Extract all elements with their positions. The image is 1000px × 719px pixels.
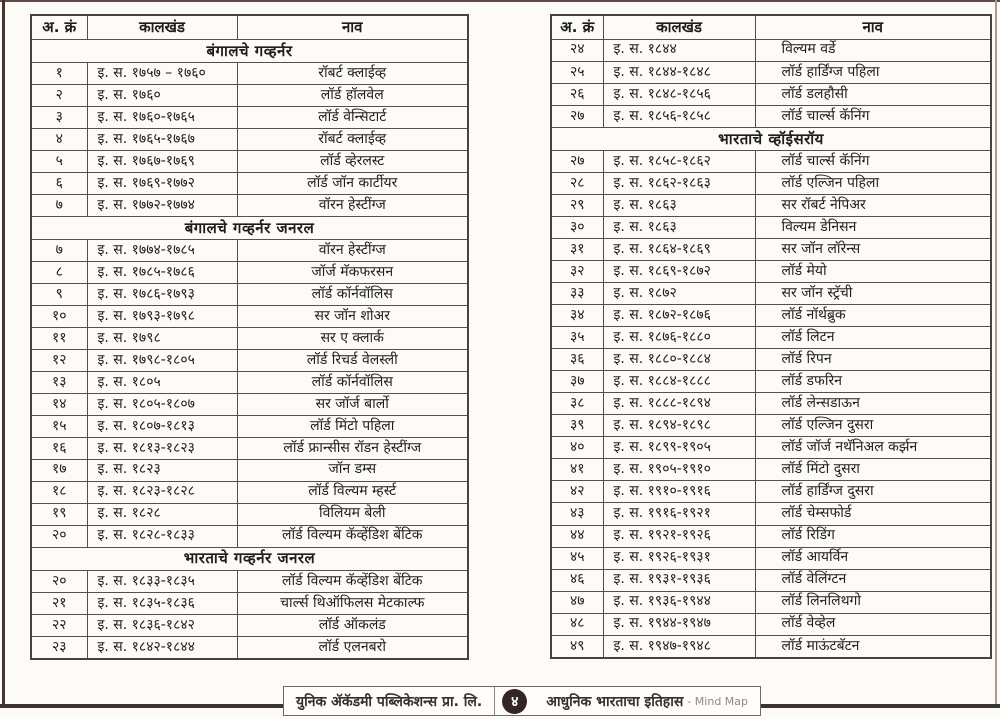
serial-cell: ४१ (551, 459, 603, 481)
period-cell: इ. स. १७८५-१७८६ (87, 262, 237, 284)
table-row (551, 591, 991, 613)
name-cell: लॉर्ड चार्ल्स कॅनिंग (755, 151, 991, 173)
period-cell: इ. स. १८४८-१८५६ (603, 83, 755, 105)
period-cell: इ. स. १७९८ (87, 327, 237, 349)
page-border-top (0, 0, 1000, 2)
name-cell: लॉर्ड हॉलवेल (237, 85, 468, 107)
period-cell: इ. स. १८२३ (87, 459, 237, 481)
name-cell: सर ए क्लार्क (237, 327, 468, 349)
serial-cell: ३० (551, 217, 603, 239)
serial-cell: ३ (31, 106, 87, 128)
serial-cell: ३४ (551, 305, 603, 327)
serial-cell: ४२ (551, 481, 603, 503)
serial-cell: ४९ (551, 635, 603, 658)
table-row (551, 613, 991, 635)
book-subtitle: - Mind Map (687, 694, 749, 708)
table-row (31, 106, 468, 128)
table-row (551, 261, 991, 283)
column-header-period: कालखंड (603, 15, 755, 39)
table-row (31, 327, 468, 349)
name-cell: लॉर्ड डफरिन (755, 371, 991, 393)
serial-cell: ४० (551, 437, 603, 459)
table-row (551, 305, 991, 327)
section-header: बंगालचे गव्हर्नर जनरल (31, 216, 468, 239)
period-cell: इ. स. १८३६-१८४२ (87, 614, 237, 636)
serial-cell: २७ (551, 151, 603, 173)
period-cell: इ. स. १९२६-१९३१ (603, 547, 755, 569)
period-cell: इ. स. १९२१-१९२६ (603, 525, 755, 547)
column-header-name: नाव (755, 15, 991, 39)
period-cell: इ. स. १७६७-१७६९ (87, 150, 237, 172)
name-cell: लॉर्ड कॉर्नवॉलिस (237, 371, 468, 393)
governors-table-right (550, 14, 992, 659)
table-row (31, 172, 468, 194)
name-cell: लॉर्ड हार्डिंग्ज दुसरा (755, 481, 991, 503)
period-cell: इ. स. १८२८-१८३३ (87, 525, 237, 547)
serial-cell: ४८ (551, 613, 603, 635)
table-row (31, 150, 468, 172)
table-row (551, 327, 991, 349)
name-cell: लॉर्ड जॉर्ज नथॅनिअल कर्झन (755, 437, 991, 459)
period-cell: इ. स. १८०५ (87, 371, 237, 393)
serial-cell: ३६ (551, 349, 603, 371)
period-cell: इ. स. १८२८ (87, 503, 237, 525)
name-cell: लॉर्ड चार्ल्स कॅनिंग (755, 105, 991, 127)
table-row (31, 128, 468, 150)
column-header-serial: अ. क्रं (551, 15, 603, 39)
serial-cell: ८ (31, 262, 87, 284)
name-cell: वॉरन हेस्टींग्ज (237, 240, 468, 262)
name-cell: लॉर्ड आयर्विन (755, 547, 991, 569)
name-cell: लॉर्ड मिंटो दुसरा (755, 459, 991, 481)
volume-badge: ४ (502, 689, 527, 714)
period-cell: इ. स. १८४४-१८४८ (603, 61, 755, 83)
name-cell: सर जॉर्ज बार्लो (237, 393, 468, 415)
period-cell: इ. स. १८८४-१८८८ (603, 371, 755, 393)
period-cell: इ. स. १७६९-१७७२ (87, 172, 237, 194)
period-cell: इ. स. १९३६-१९४४ (603, 591, 755, 613)
serial-cell: २३ (31, 636, 87, 659)
serial-cell: २ (31, 85, 87, 107)
period-cell: इ. स. १७८६-१७९३ (87, 284, 237, 306)
section-header: बंगालचे गव्हर्नर (31, 39, 468, 62)
table-row (31, 240, 468, 262)
table-row (551, 173, 991, 195)
governors-table-left (30, 14, 469, 660)
serial-cell: २२ (31, 614, 87, 636)
serial-cell: ४३ (551, 503, 603, 525)
serial-cell: १३ (31, 371, 87, 393)
serial-cell: ३२ (551, 261, 603, 283)
book-title-wrap (534, 687, 760, 715)
period-cell: इ. स. १८५८-१८६२ (603, 151, 755, 173)
name-cell: जॉन डम्स (237, 459, 468, 481)
period-cell: इ. स. १९१०-१९१६ (603, 481, 755, 503)
period-cell: इ. स. १८४२-१८४४ (87, 636, 237, 659)
period-cell: इ. स. १८१३-१८२३ (87, 437, 237, 459)
serial-cell: ३५ (551, 327, 603, 349)
table-row (31, 371, 468, 393)
section-header: भारताचे व्हॉईसरॉय (551, 127, 991, 151)
name-cell: विल्यम डेनिसन (755, 217, 991, 239)
section-row (31, 547, 468, 570)
serial-cell: १४ (31, 393, 87, 415)
section-row (31, 39, 468, 62)
name-cell: सर जॉन स्ट्रॅची (755, 283, 991, 305)
period-cell: इ. स. १७६० (87, 85, 237, 107)
section-row (551, 127, 991, 151)
name-cell: लॉर्ड एलनबरो (237, 636, 468, 659)
table-row (551, 525, 991, 547)
serial-cell: १५ (31, 415, 87, 437)
serial-cell: २९ (551, 195, 603, 217)
name-cell: लॉर्ड डलहौसी (755, 83, 991, 105)
serial-cell: २० (31, 525, 87, 547)
table-row (31, 636, 468, 659)
period-cell: इ. स. १८०५-१८०७ (87, 393, 237, 415)
table-row (551, 283, 991, 305)
table-row (31, 349, 468, 371)
name-cell: लॉर्ड विल्यम कॅव्हेंडिश बेंटिक (237, 525, 468, 547)
serial-cell: १० (31, 306, 87, 328)
period-cell: इ. स. १८५६-१८५८ (603, 105, 755, 127)
section-header: भारताचे गव्हर्नर जनरल (31, 547, 468, 570)
serial-cell: ४ (31, 128, 87, 150)
header-row (31, 15, 468, 39)
name-cell: लॉर्ड माऊंटबॅटन (755, 635, 991, 658)
table-row (551, 635, 991, 658)
name-cell: विलियम बेली (237, 503, 468, 525)
table-row (551, 459, 991, 481)
book-title: आधुनिक भारताचा इतिहास (546, 693, 684, 710)
serial-cell: ४४ (551, 525, 603, 547)
name-cell: जॉर्ज मॅकफरसन (237, 262, 468, 284)
name-cell: लॉर्ड नॉर्थब्रुक (755, 305, 991, 327)
table-row (551, 83, 991, 105)
serial-cell: १६ (31, 437, 87, 459)
name-cell: लॉर्ड विल्यम म्हर्स्ट (237, 481, 468, 503)
table-row (31, 437, 468, 459)
publisher-name: युनिक ॲकॅडमी पब्लिकेशन्स प्रा. लि. (284, 687, 495, 715)
serial-cell: ३८ (551, 393, 603, 415)
period-cell: इ. स. १८०७-१८१३ (87, 415, 237, 437)
table-row (551, 547, 991, 569)
header-row (551, 15, 991, 39)
period-cell: इ. स. १८९४-१८९८ (603, 415, 755, 437)
name-cell: लॉर्ड लेन्सडाऊन (755, 393, 991, 415)
serial-cell: ५ (31, 150, 87, 172)
period-cell: इ. स. १८३५-१८३६ (87, 592, 237, 614)
table-row (551, 151, 991, 173)
table-row (31, 306, 468, 328)
section-row (31, 216, 468, 239)
serial-cell: ९ (31, 284, 87, 306)
period-cell: इ. स. १८७६-१८८० (603, 327, 755, 349)
name-cell: लॉर्ड ऑकलंड (237, 614, 468, 636)
name-cell: लॉर्ड रिचर्ड वेलस्ली (237, 349, 468, 371)
table-row (31, 459, 468, 481)
period-cell: इ. स. १८८०-१८८४ (603, 349, 755, 371)
table-row (31, 415, 468, 437)
table-row (31, 284, 468, 306)
serial-cell: ४५ (551, 547, 603, 569)
name-cell: लॉर्ड मेयो (755, 261, 991, 283)
name-cell: लॉर्ड जॉन कार्टीयर (237, 172, 468, 194)
name-cell: सर जॉन शोअर (237, 306, 468, 328)
period-cell: इ. स. १८८८-१८९४ (603, 393, 755, 415)
serial-cell: ६ (31, 172, 87, 194)
table-row (551, 217, 991, 239)
period-cell: इ. स. १८२३-१८२८ (87, 481, 237, 503)
name-cell: लॉर्ड रिडिंग (755, 525, 991, 547)
period-cell: इ. स. १८६२-१८६३ (603, 173, 755, 195)
period-cell: इ. स. १९४७-१९४८ (603, 635, 755, 658)
serial-cell: २६ (551, 83, 603, 105)
name-cell: लॉर्ड वेव्हेल (755, 613, 991, 635)
name-cell: लॉर्ड एल्जिन दुसरा (755, 415, 991, 437)
name-cell: सर जॉन लॉरेन्स (755, 239, 991, 261)
table-row (551, 437, 991, 459)
name-cell: लॉर्ड वेलिंग्टन (755, 569, 991, 591)
serial-cell: ४६ (551, 569, 603, 591)
serial-cell: ३९ (551, 415, 603, 437)
table-row (551, 415, 991, 437)
page-border-right (995, 0, 997, 705)
name-cell: विल्यम वर्डे (755, 39, 991, 61)
period-cell: इ. स. १७९८-१८०५ (87, 349, 237, 371)
period-cell: इ. स. १८६९-१८७२ (603, 261, 755, 283)
name-cell: लॉर्ड रिपन (755, 349, 991, 371)
table-row (31, 592, 468, 614)
table-row (551, 371, 991, 393)
table-row (551, 39, 991, 61)
serial-cell: २७ (551, 105, 603, 127)
table-row (551, 61, 991, 83)
period-cell: इ. स. १८७२-१८७६ (603, 305, 755, 327)
period-cell: इ. स. १७६०-१७६५ (87, 106, 237, 128)
serial-cell: १२ (31, 349, 87, 371)
page-border-left (2, 0, 5, 708)
table-row (551, 569, 991, 591)
table-row (551, 239, 991, 261)
name-cell: लॉर्ड विल्यम कॅव्हेंडिश बेंटिक (237, 570, 468, 592)
footer-bar (283, 686, 761, 716)
table-row (31, 262, 468, 284)
column-header-serial: अ. क्रं (31, 15, 87, 39)
column-header-period: कालखंड (87, 15, 237, 39)
period-cell: इ. स. १८४४ (603, 39, 755, 61)
table-row (31, 614, 468, 636)
name-cell: लॉर्ड लिटन (755, 327, 991, 349)
serial-cell: १९ (31, 503, 87, 525)
serial-cell: २१ (31, 592, 87, 614)
serial-cell: ३३ (551, 283, 603, 305)
table-row (551, 503, 991, 525)
name-cell: लॉर्ड लिनलिथगो (755, 591, 991, 613)
period-cell: इ. स. १९४४-१९४७ (603, 613, 755, 635)
period-cell: इ. स. १७७२-१७७४ (87, 194, 237, 216)
table-row (31, 525, 468, 547)
name-cell: रॉबर्ट क्लाईव्ह (237, 63, 468, 85)
period-cell: इ. स. १७५७ – १७६० (87, 63, 237, 85)
table-row (551, 349, 991, 371)
period-cell: इ. स. १८३३-१८३५ (87, 570, 237, 592)
name-cell: लॉर्ड व्हेरलस्ट (237, 150, 468, 172)
period-cell: इ. स. १८९९-१९०५ (603, 437, 755, 459)
period-cell: इ. स. १८७२ (603, 283, 755, 305)
serial-cell: २८ (551, 173, 603, 195)
name-cell: लॉर्ड चेम्सफोर्ड (755, 503, 991, 525)
serial-cell: १७ (31, 459, 87, 481)
column-header-name: नाव (237, 15, 468, 39)
table-row (31, 570, 468, 592)
serial-cell: १ (31, 63, 87, 85)
name-cell: वॉरन हेस्टींग्ज (237, 194, 468, 216)
serial-cell: ७ (31, 194, 87, 216)
serial-cell: १८ (31, 481, 87, 503)
period-cell: इ. स. १८६३ (603, 217, 755, 239)
serial-cell: ११ (31, 327, 87, 349)
period-cell: इ. स. १८६४-१८६९ (603, 239, 755, 261)
table-row (31, 393, 468, 415)
name-cell: लॉर्ड कॉर्नवॉलिस (237, 284, 468, 306)
table-row (31, 194, 468, 216)
serial-cell: २५ (551, 61, 603, 83)
serial-cell: ३७ (551, 371, 603, 393)
period-cell: इ. स. १७७४-१७८५ (87, 240, 237, 262)
table-row (551, 195, 991, 217)
table-row (31, 63, 468, 85)
period-cell: इ. स. १८६३ (603, 195, 755, 217)
table-row (551, 393, 991, 415)
name-cell: लॉर्ड वेन्सिटार्ट (237, 106, 468, 128)
serial-cell: ७ (31, 240, 87, 262)
period-cell: इ. स. १९१६-१९२१ (603, 503, 755, 525)
name-cell: लॉर्ड हार्डिंग्ज पहिला (755, 61, 991, 83)
name-cell: रॉबर्ट क्लाईव्ह (237, 128, 468, 150)
name-cell: लॉर्ड मिंटो पहिला (237, 415, 468, 437)
table-row (551, 481, 991, 503)
name-cell: लॉर्ड एल्जिन पहिला (755, 173, 991, 195)
name-cell: चार्ल्स थिऑफिलस मेटकाल्फ (237, 592, 468, 614)
table-row (31, 85, 468, 107)
serial-cell: २४ (551, 39, 603, 61)
period-cell: इ. स. १९०५-१९१० (603, 459, 755, 481)
name-cell: लॉर्ड फ्रान्सीस रॉडन हेस्टींग्ज (237, 437, 468, 459)
table-row (551, 105, 991, 127)
name-cell: सर रॉबर्ट नेपिअर (755, 195, 991, 217)
serial-cell: ३१ (551, 239, 603, 261)
serial-cell: २० (31, 570, 87, 592)
table-row (31, 481, 468, 503)
period-cell: इ. स. १७९३-१७९८ (87, 306, 237, 328)
table-row (31, 503, 468, 525)
period-cell: इ. स. १७६५-१७६७ (87, 128, 237, 150)
period-cell: इ. स. १९३१-१९३६ (603, 569, 755, 591)
serial-cell: ४७ (551, 591, 603, 613)
